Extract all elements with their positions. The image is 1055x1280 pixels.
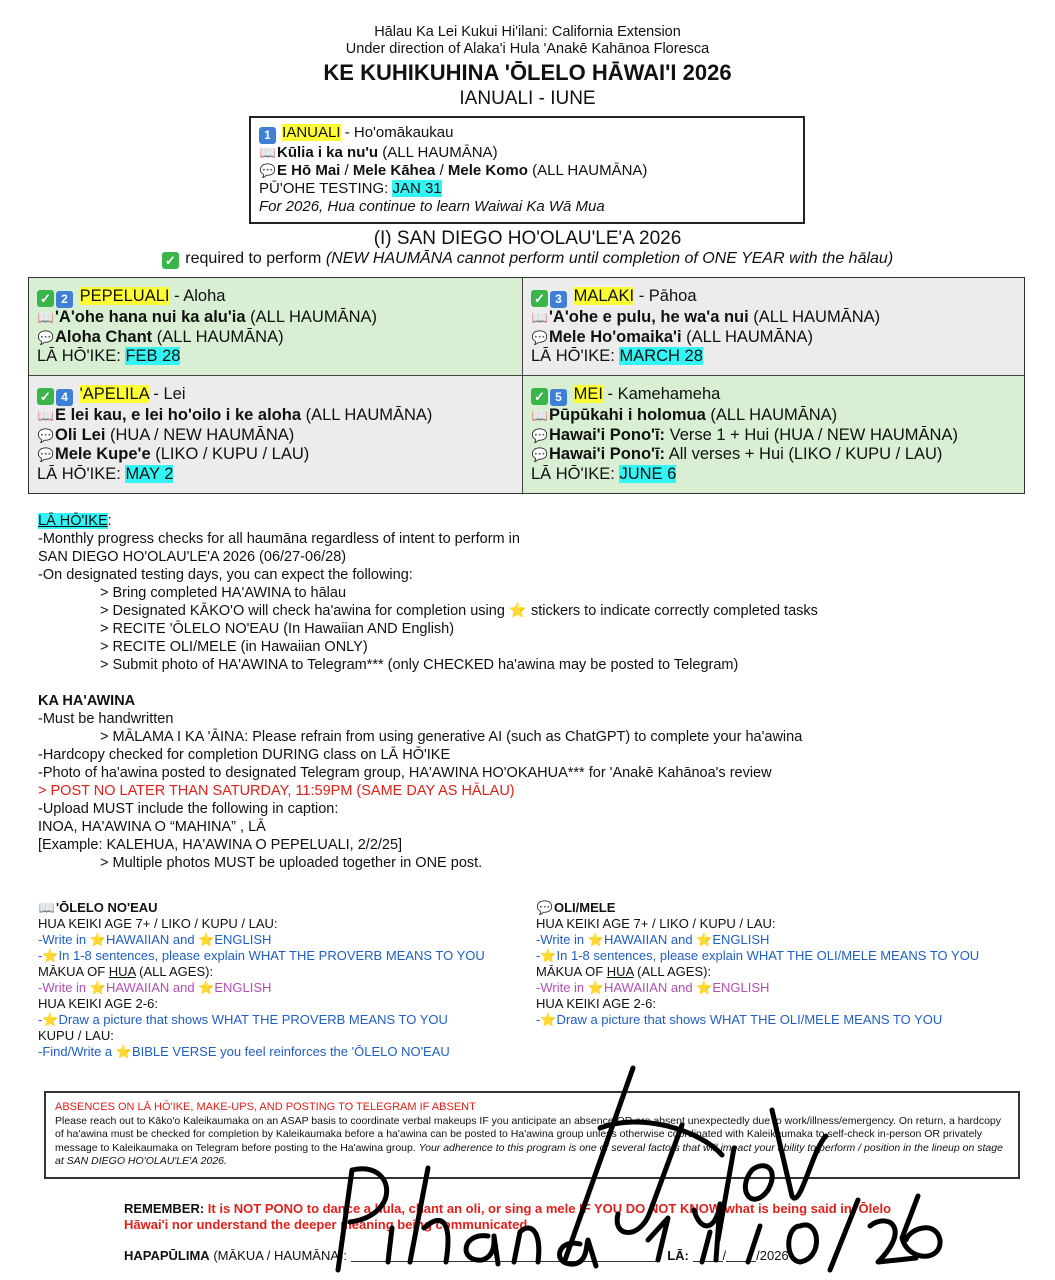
group: (ALL HAUMĀNA) xyxy=(301,406,433,424)
book-icon: 📖 xyxy=(531,310,549,325)
hoike-label: LĀ HŌ'IKE: xyxy=(37,347,126,366)
mele-title: Hawai'i Pono'ī: xyxy=(549,425,666,444)
olelo-title: 'A'ohe hana nui ka alu'ia xyxy=(55,308,246,326)
instruction: -Find/Write a ⭐BIBLE VERSE you feel reinforces the 'ŌLELO NO'EAU xyxy=(38,1044,450,1059)
speech-bubble-icon: 💬 xyxy=(536,900,554,915)
hoike-label: LĀ HŌ'IKE: xyxy=(531,347,620,366)
hoike-line: -On designated testing days, you can expect the following: xyxy=(38,567,413,583)
group-heading: KUPU / LAU: xyxy=(38,1028,114,1043)
month-theme: - Kamehameha xyxy=(602,385,721,403)
mele-title-1: E Hō Mai xyxy=(277,162,341,179)
month-theme: - Pāhoa xyxy=(634,287,697,305)
month-theme: - Aloha xyxy=(169,287,226,305)
hoike-label: LĀ HŌ'IKE: xyxy=(37,464,126,483)
group-heading: HUA KEIKI AGE 7+ / LIKO / KUPU / LAU: xyxy=(38,916,278,931)
book-icon: 📖 xyxy=(37,310,55,325)
group: (ALL HAUMĀNA) xyxy=(705,406,838,424)
month-theme: - Ho'omākaukau xyxy=(340,124,454,141)
group-heading-underlined: HUA xyxy=(606,964,634,979)
olelo-column-title: 'ŌLELO NO'EAU xyxy=(56,900,158,915)
book-icon: 📖 xyxy=(259,145,277,160)
speech-bubble-icon: 💬 xyxy=(531,447,549,463)
group-heading: MĀKUA OF xyxy=(38,964,109,979)
group-heading-underlined: HUA xyxy=(108,964,136,979)
month-name: MEI xyxy=(573,385,603,403)
hoike-line: -Monthly progress checks for all haumāna regardless of intent to perform in xyxy=(38,531,520,547)
month-name: MALAKI xyxy=(573,287,635,305)
hoike-bullet: > Submit photo of HA'AWINA to Telegram*** (only CHECKED ha'awina may be posted to Telegram) xyxy=(100,657,739,673)
absences-body: Please reach out to Kāko'o Kaleikaumaka on an ASAP basis to coordinate verbal makeups IF you anticipate an absence OR are absent unexpectedly due to work/illness/emergency. On return, a hardcopy of ha'awina must be checked for completion by Kaleikaumaka before a ha'awina can be posted to Ha'awina group unless otherwise coordinated with Kaleikaumaka to self-check in-person OR privately message to Kaleikaumaka on Telegram before posting to the Ha'awina group. xyxy=(55,1114,1001,1154)
mele-title: Mele Kupe'e xyxy=(55,445,151,464)
speech-bubble-icon: 💬 xyxy=(259,163,277,178)
page-title: KE KUHIKUHINA 'ŌLELO HĀWAI'I 2026 xyxy=(323,60,732,85)
header-line1: Hālau Ka Lei Kukui Hi'ilani: California Extension xyxy=(374,24,681,40)
instruction: -⭐In 1-8 sentences, please explain WHAT THE PROVERB MEANS TO YOU xyxy=(38,948,485,963)
haawina-line: -Hardcopy checked for completion DURING class on LĀ HŌ'IKE xyxy=(38,747,451,763)
signature-label: HAPAPŪLIMA xyxy=(124,1248,210,1263)
haawina-line: > Multiple photos MUST be uploaded together in ONE post. xyxy=(100,855,483,871)
hoike-date: FEB 28 xyxy=(125,347,181,366)
group-heading: MĀKUA OF xyxy=(536,964,607,979)
speech-bubble-icon: 💬 xyxy=(531,427,549,443)
mele-group: (ALL HAUMĀNA) xyxy=(527,162,648,179)
separator: / xyxy=(435,162,448,179)
group: (ALL HAUMĀNA) xyxy=(152,327,284,346)
instruction: -⭐Draw a picture that shows WHAT THE OLI/MELE MEANS TO YOU xyxy=(536,1012,943,1027)
signature-line: HAPAPŪLIMA (MĀKUA / HAUMĀNA): LĀ: / /2026 xyxy=(124,1248,789,1263)
group: (ALL HAUMĀNA) xyxy=(748,308,881,326)
testing-date: JAN 31 xyxy=(392,180,442,197)
remember-text: It is NOT PONO to dance a hula, chant an oli, or sing a mele IF YOU DO NOT KNOW what is being said in 'Ōlelo Hāwai'i nor understand the deeper meaning being communicated. xyxy=(124,1201,892,1232)
speech-bubble-icon: 💬 xyxy=(531,329,549,345)
group: (ALL HAUMĀNA) xyxy=(681,327,813,346)
colon: : xyxy=(107,513,112,529)
required-italic: (NEW HAUMĀNA cannot perform until completion of ONE YEAR with the hālau) xyxy=(325,250,894,267)
haawina-line: [Example: KALEHUA, HA'AWINA O PEPELUALI, 2/2/25] xyxy=(38,837,403,853)
page-subtitle: IANUALI - IUNE xyxy=(459,88,596,109)
book-icon: 📖 xyxy=(38,900,56,915)
group: All verses + Hui (LIKO / KUPU / LAU) xyxy=(665,445,943,464)
required-text: required to perform xyxy=(180,250,326,267)
haawina-line: INOA, HA'AWINA O “MAHINA” , LĀ xyxy=(38,819,266,835)
month-name: IANUALI xyxy=(282,124,341,141)
olelo-title: Pūpūkahi i holomua xyxy=(549,406,706,424)
date-year: /2026 xyxy=(756,1248,789,1263)
number-icon: 3 xyxy=(550,291,567,308)
hoike-date: MAY 2 xyxy=(125,464,174,483)
separator: / xyxy=(340,162,353,179)
group-heading: (ALL AGES): xyxy=(633,964,712,979)
group-heading: HUA KEIKI AGE 7+ / LIKO / KUPU / LAU: xyxy=(536,916,776,931)
hoike-bullet: > RECITE 'ŌLELO NO'EAU (In Hawaiian AND English) xyxy=(100,621,455,637)
month-name: 'APELILA xyxy=(79,385,149,403)
signature-roles: (MĀKUA / HAUMĀNA): xyxy=(209,1248,347,1263)
group-heading: HUA KEIKI AGE 2-6: xyxy=(38,996,158,1011)
hoike-bullet: > RECITE OLI/MELE (in Hawaiian ONLY) xyxy=(100,639,368,655)
haawina-line: -Upload MUST include the following in caption: xyxy=(38,801,339,817)
absences-title: ABSENCES ON LĀ HŌ'IKE, MAKE-UPS, AND POSTING TO TELEGRAM IF ABSENT xyxy=(55,1101,476,1113)
olelo-title: 'A'ohe e pulu, he wa'a nui xyxy=(549,308,749,326)
testing-label: PŪ'OHE TESTING: xyxy=(259,180,393,197)
haawina-line: -Photo of ha'awina posted to designated Telegram group, HA'AWINA HO'OKAHUA*** for 'Anakē Kahānoa's review xyxy=(38,765,772,781)
instruction: -Write in ⭐HAWAIIAN and ⭐ENGLISH xyxy=(536,932,770,947)
speech-bubble-icon: 💬 xyxy=(37,427,55,443)
san-diego-title: (I) SAN DIEGO HO'OLAU'LE'A 2026 xyxy=(373,228,682,249)
check-icon: ✓ xyxy=(162,252,179,269)
header-line2: Under direction of Alaka'i Hula 'Anakē Kahānoa Floresca xyxy=(345,41,710,57)
number-icon: 4 xyxy=(56,389,73,406)
deadline-warning: > POST NO LATER THAN SATURDAY, 11:59PM (SAME DAY AS HĀLAU) xyxy=(38,783,515,799)
group: Verse 1 + Hui (HUA / NEW HAUMĀNA) xyxy=(665,425,958,444)
check-icon: ✓ xyxy=(37,290,54,307)
group-heading: (ALL AGES): xyxy=(135,964,214,979)
haawina-section-title: KA HA'AWINA xyxy=(38,693,136,709)
number-icon: 2 xyxy=(56,291,73,308)
hoike-section-title: LĀ HŌ'IKE xyxy=(38,513,108,529)
january-note: For 2026, Hua continue to learn Waiwai Ka Wā Mua xyxy=(259,198,605,215)
book-icon: 📖 xyxy=(531,408,549,423)
instruction: -Write in ⭐HAWAIIAN and ⭐ENGLISH xyxy=(38,980,272,995)
hoike-label: LĀ HŌ'IKE: xyxy=(531,464,620,483)
check-icon: ✓ xyxy=(531,290,548,307)
number-one-icon: 1 xyxy=(259,127,276,144)
hoike-date: JUNE 6 xyxy=(619,464,677,483)
speech-bubble-icon: 💬 xyxy=(37,329,55,345)
haawina-line: > MĀLAMA I KA 'ĀINA: Please refrain from using generative AI (such as ChatGPT) to complete your ha'awina xyxy=(100,729,803,745)
olelo-title: Kūlia i ka nu'u xyxy=(277,144,379,161)
oli-column-title: OLI/MELE xyxy=(554,900,616,915)
instruction: -Write in ⭐HAWAIIAN and ⭐ENGLISH xyxy=(536,980,770,995)
date-label: LĀ: xyxy=(667,1248,689,1263)
speech-bubble-icon: 💬 xyxy=(37,447,55,463)
check-icon: ✓ xyxy=(531,388,548,405)
group: (LIKO / KUPU / LAU) xyxy=(150,445,310,464)
instruction: -⭐In 1-8 sentences, please explain WHAT THE OLI/MELE MEANS TO YOU xyxy=(536,948,980,963)
number-icon: 5 xyxy=(550,389,567,406)
olelo-title: E lei kau, e lei ho'oilo i ke aloha xyxy=(55,406,302,424)
group: (ALL HAUMĀNA) xyxy=(245,308,377,326)
hoike-bullet: > Designated KĀKO'O will check ha'awina for completion using ⭐ stickers to indicate correctly completed tasks xyxy=(100,603,818,619)
group-heading: HUA KEIKI AGE 2-6: xyxy=(536,996,656,1011)
instruction: -Write in ⭐HAWAIIAN and ⭐ENGLISH xyxy=(38,932,272,947)
group: (HUA / NEW HAUMĀNA) xyxy=(105,425,295,444)
month-name: PEPELUALI xyxy=(79,287,170,305)
mele-title: Aloha Chant xyxy=(55,327,153,346)
hoike-date: MARCH 28 xyxy=(619,347,703,366)
hoike-line: SAN DIEGO HO'OLAU'LE'A 2026 (06/27-06/28) xyxy=(38,549,347,565)
hoike-bullet: > Bring completed HA'AWINA to hālau xyxy=(100,585,347,601)
remember-label: REMEMBER: xyxy=(124,1201,205,1216)
olelo-group: (ALL HAUMĀNA) xyxy=(378,144,498,161)
mele-title: Mele Ho'omaika'i xyxy=(549,327,682,346)
month-theme: - Lei xyxy=(148,385,186,403)
haawina-line: -Must be handwritten xyxy=(38,711,174,727)
instruction: -⭐Draw a picture that shows WHAT THE PROVERB MEANS TO YOU xyxy=(38,1012,448,1027)
mele-title-3: Mele Komo xyxy=(447,162,528,179)
check-icon: ✓ xyxy=(37,388,54,405)
mele-title: Hawai'i Pono'ī: xyxy=(549,445,666,464)
absences-italic: Your adherence to this program is one of several factors that will impact your ability to perform / position in the lineup on stage at SAN DIEGO HO'OLAU'LE'A 2026. xyxy=(55,1141,1003,1167)
oli-title: Oli Lei xyxy=(55,425,106,444)
book-icon: 📖 xyxy=(37,408,55,423)
mele-title-2: Mele Kāhea xyxy=(352,162,436,179)
